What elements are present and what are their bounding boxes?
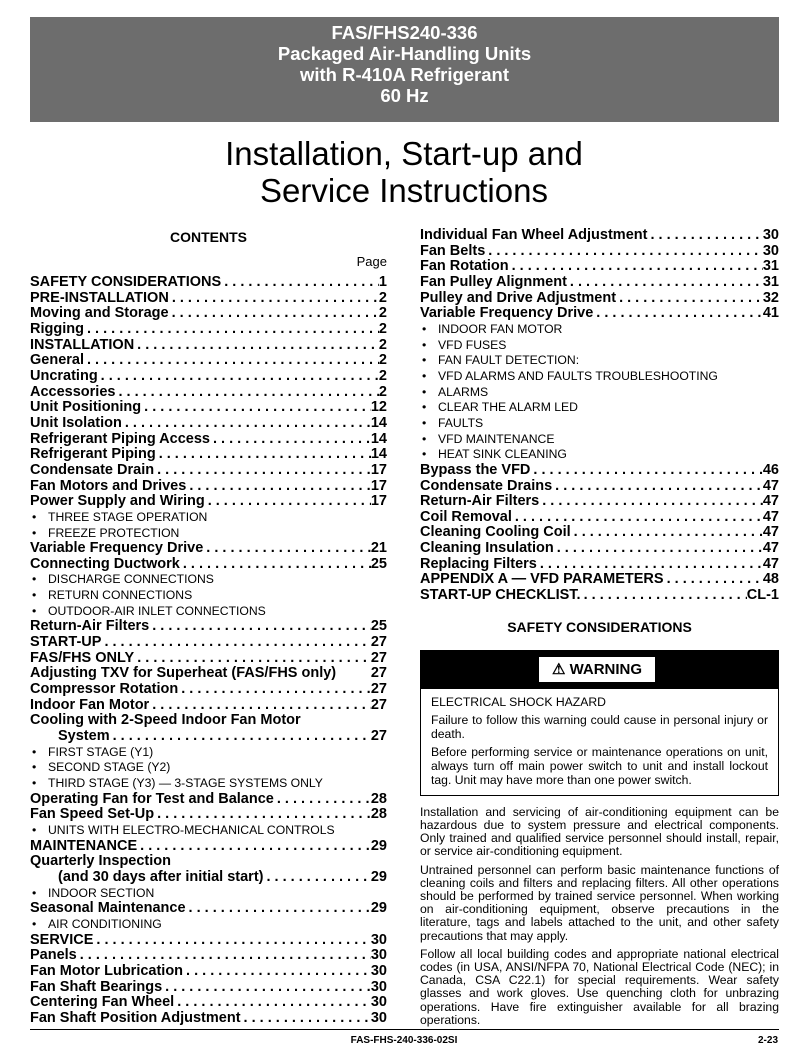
toc-leader: [77, 948, 371, 964]
toc-subitem-label: • UNITS WITH ELECTRO-MECHANICAL CONTROLS: [48, 822, 335, 837]
toc-entry-page: 2: [378, 289, 387, 306]
toc-subitem: [420, 369, 779, 385]
toc-leader: [539, 494, 763, 510]
toc-entry[interactable]: [420, 557, 779, 573]
toc-subitem: [30, 510, 387, 526]
page-title-line-1: Installation, Start-up and: [225, 135, 583, 172]
toc-entry-page: 14: [370, 414, 387, 431]
toc-entry[interactable]: [30, 635, 387, 651]
toc-entry[interactable]: [30, 980, 387, 996]
toc-subitem-label: • VFD ALARMS AND FAULTS TROUBLESHOOTING: [438, 368, 718, 383]
toc-subitem: [30, 776, 387, 792]
toc-leader: [512, 510, 763, 526]
toc-entry-label: Variable Frequency Drive: [420, 305, 594, 322]
toc-subitem-label: • FIRST STAGE (Y1): [48, 744, 154, 759]
toc-entry-label: Refrigerant Piping Access: [30, 430, 210, 447]
toc-entry-label: Accessories: [30, 383, 116, 400]
toc-leader: [616, 291, 763, 307]
toc-entry[interactable]: [30, 995, 387, 1011]
toc-subitem: [420, 447, 779, 463]
toc-entry-label: Return-Air Filters: [30, 618, 150, 635]
toc-entry-page: 41: [762, 305, 779, 322]
toc-subitem-label: • OUTDOOR-AIR INLET CONNECTIONS: [48, 603, 266, 618]
toc-leader: [241, 1011, 371, 1027]
toc-entry-label: Pulley and Drive Adjustment: [420, 289, 617, 306]
toc-entry[interactable]: [420, 479, 779, 495]
toc-entry-label: Condensate Drain: [30, 461, 155, 478]
toc-entry[interactable]: [420, 572, 779, 588]
toc-entry[interactable]: [420, 588, 779, 604]
toc-subitem-label: • ALARMS: [438, 384, 489, 399]
toc-entry-page: 48: [762, 571, 779, 588]
toc-leader: [154, 807, 371, 823]
toc-leader: [141, 400, 371, 416]
toc-leader: [552, 479, 763, 495]
toc-entry-page: CL-1: [746, 587, 779, 604]
toc-entry-page: 2: [378, 320, 387, 337]
toc-leader: [186, 901, 371, 917]
toc-entry-label-2: System: [58, 728, 110, 745]
toc-leader: [156, 447, 371, 463]
toc-entry-page: 28: [370, 806, 387, 823]
toc-leader: [509, 259, 763, 275]
toc-subitem-label: • FREEZE PROTECTION: [48, 525, 180, 540]
toc-entry-label: Quarterly Inspection: [30, 853, 172, 870]
toc-subitem-label: • FAN FAULT DETECTION:: [438, 353, 580, 368]
toc-leader: [169, 306, 379, 322]
toc-leader: [149, 698, 371, 714]
safety-paragraph-1: Installation and servicing of air-conditioning equipment can be hazardous due to system pressure and electrical components. Only trained and qualified service personnel should install, repair, or service air-conditioning equipment.: [420, 804, 779, 859]
toc-entry[interactable]: [30, 557, 387, 573]
toc-entry-page: 29: [370, 837, 387, 854]
toc-subitem-label: • RETURN CONNECTIONS: [48, 588, 193, 603]
toc-subitem-label: • INDOOR FAN MOTOR: [438, 321, 563, 336]
toc-subitem: [30, 823, 387, 839]
toc-entry[interactable]: [420, 259, 779, 275]
toc-subitem: [420, 432, 779, 448]
toc-entry[interactable]: [420, 463, 779, 479]
toc-entry-page: 47: [762, 493, 779, 510]
toc-entry-label: SERVICE: [30, 931, 94, 948]
toc-leader: [134, 338, 379, 354]
toc-entry[interactable]: [30, 447, 387, 463]
toc-leader: [571, 525, 763, 541]
toc-entry[interactable]: [30, 854, 387, 885]
toc-entry-page: 17: [370, 461, 387, 478]
toc-entry-page: 2: [378, 336, 387, 353]
toc-entry[interactable]: [30, 306, 387, 322]
warning-bar: [421, 651, 778, 689]
toc-entry-label: Variable Frequency Drive: [30, 540, 204, 557]
toc-entry-continuation: [30, 729, 387, 745]
toc-leader: [530, 463, 762, 479]
toc-leader: [154, 463, 371, 479]
toc-entry[interactable]: [30, 275, 387, 291]
contents-list-right: [420, 228, 779, 604]
safety-paragraph-2: Untrained personnel can perform basic maintenance functions of cleaning coils and filters and replacing filters. All other operations should be performed by trained service personnel. When working on air-conditioning equipment, observe precautions in the literature, tags and labels attached to the unit, and other safety precautions that may apply.: [420, 862, 779, 943]
toc-entry[interactable]: [30, 792, 387, 808]
toc-entry-page: 30: [370, 978, 387, 995]
toc-entry-page: 2: [378, 383, 387, 400]
toc-leader: [203, 541, 371, 557]
toc-entry[interactable]: [30, 494, 387, 510]
toc-entry-label: Return-Air Filters: [420, 493, 540, 510]
toc-entry-label: Uncrating: [30, 367, 98, 384]
toc-entry-page: 30: [370, 947, 387, 964]
hazard-title: ELECTRICAL SHOCK HAZARD: [431, 694, 606, 709]
toc-subitem: [30, 588, 387, 604]
warning-paragraph-1: Failure to follow this warning could cause in personal injury or death.: [431, 712, 768, 741]
toc-entry-label: Fan Shaft Position Adjustment: [30, 1009, 241, 1026]
toc-entry[interactable]: [30, 291, 387, 307]
toc-leader: [169, 291, 379, 307]
toc-entry[interactable]: [30, 353, 387, 369]
toc-leader: [210, 432, 371, 448]
toc-entry-label: Coil Removal: [420, 508, 512, 525]
toc-entry-page: 2: [378, 305, 387, 322]
toc-entry-page: 27: [370, 665, 387, 682]
toc-entry-page: 47: [762, 540, 779, 557]
toc-entry[interactable]: [30, 541, 387, 557]
page-title-line-2: Service Instructions: [260, 172, 548, 209]
toc-entry-label: Fan Belts: [420, 242, 486, 259]
toc-entry[interactable]: [30, 948, 387, 964]
toc-subitem-label: • SECOND STAGE (Y2): [48, 760, 171, 775]
toc-subitem-label: • AIR CONDITIONING: [48, 916, 162, 931]
toc-entry-label: Adjusting TXV for Superheat (FAS/FHS only): [30, 665, 337, 682]
toc-entry-page: 27: [370, 649, 387, 666]
toc-subitem: [30, 917, 387, 933]
toc-subitem: [420, 400, 779, 416]
contents-list-left: [30, 275, 387, 1027]
toc-entry[interactable]: [30, 416, 387, 432]
toc-entry-page: 14: [370, 430, 387, 447]
toc-entry-label: Fan Rotation: [420, 258, 509, 275]
toc-entry-label: Fan Pulley Alignment: [420, 273, 567, 290]
toc-entry-label: INSTALLATION: [30, 336, 135, 353]
toc-entry[interactable]: [30, 933, 387, 949]
toc-entry-label: Indoor Fan Motor: [30, 696, 150, 713]
toc-entry-label: Cooling with 2-Speed Indoor Fan Motor: [30, 712, 301, 729]
toc-subitem: [420, 353, 779, 369]
toc-leader: [162, 980, 371, 996]
header-line-product: Packaged Air-Handling Units: [277, 43, 532, 64]
toc-subitem: [30, 886, 387, 902]
toc-entry-label: START-UP CHECKLIST.: [420, 587, 581, 604]
toc-entry-label: Unit Isolation: [30, 414, 122, 431]
toc-entry[interactable]: [30, 964, 387, 980]
toc-entry-page: 25: [370, 555, 387, 572]
toc-entry-page: 25: [370, 618, 387, 635]
toc-leader: [137, 839, 371, 855]
toc-leader: [186, 479, 371, 495]
toc-entry-page: 1: [378, 274, 387, 290]
contents-left-column: [30, 228, 387, 1027]
warning-body: [421, 689, 778, 795]
toc-entry-label: Connecting Ductwork: [30, 555, 180, 572]
warning-label: WARNING: [569, 660, 643, 678]
toc-subitem: [30, 604, 387, 620]
warning-paragraph-2: Before performing service or maintenance operations on unit, always turn off main power switch to unit and install lockout tag. Unit may have more than one power switch.: [431, 744, 768, 787]
toc-entry[interactable]: [420, 291, 779, 307]
toc-entry-page: 28: [370, 790, 387, 807]
footer-rule: [30, 1029, 779, 1030]
toc-leader: [221, 275, 379, 291]
toc-leader: [84, 353, 379, 369]
toc-leader: [485, 244, 763, 260]
toc-entry-page: 47: [762, 524, 779, 541]
toc-entry-page: 30: [370, 1009, 387, 1026]
safety-heading: SAFETY CONSIDERATIONS: [507, 618, 692, 635]
toc-subitem: [420, 416, 779, 432]
toc-entry-label: Cleaning Insulation: [420, 540, 554, 557]
toc-leader: [205, 494, 371, 510]
toc-entry[interactable]: [30, 385, 387, 401]
footer-doc-id: FAS-FHS-240-336-02SI: [350, 1035, 458, 1046]
toc-leader: [98, 369, 379, 385]
toc-entry-page: 32: [762, 289, 779, 306]
toc-entry-label: Individual Fan Wheel Adjustment: [420, 227, 648, 243]
toc-subitem-label: • THREE STAGE OPERATION: [48, 509, 208, 524]
toc-entry[interactable]: [30, 463, 387, 479]
toc-entry[interactable]: [30, 338, 387, 354]
toc-leader: [180, 557, 371, 573]
toc-entry-label: Refrigerant Piping: [30, 446, 156, 463]
toc-entry-label-2: (and 30 days after initial start): [58, 868, 264, 885]
toc-entry-label: Seasonal Maintenance: [30, 900, 186, 917]
toc-entry[interactable]: [30, 369, 387, 385]
toc-entry-label: Cleaning Cooling Coil: [420, 524, 571, 541]
toc-leader: [263, 870, 370, 886]
toc-entry[interactable]: [30, 901, 387, 917]
toc-leader: [537, 557, 763, 573]
contents-page-label: Page: [356, 254, 387, 269]
toc-entry-page: 31: [762, 273, 779, 290]
toc-entry[interactable]: [30, 682, 387, 698]
toc-leader: [134, 651, 371, 667]
toc-subitem: [420, 338, 779, 354]
toc-entry-page: 2: [378, 352, 387, 369]
toc-leader: [274, 792, 371, 808]
toc-leader: [647, 228, 762, 244]
toc-entry-page: 27: [370, 681, 387, 698]
toc-subitem: [30, 526, 387, 542]
header-line-refrigerant: with R-410A Refrigerant: [299, 64, 510, 85]
toc-entry-page: 47: [762, 477, 779, 494]
toc-entry-label: SAFETY CONSIDERATIONS: [30, 274, 222, 290]
toc-entry[interactable]: [420, 275, 779, 291]
toc-entry-label: FAS/FHS ONLY: [30, 649, 135, 666]
contents-right-column: [420, 228, 779, 1032]
toc-entry[interactable]: [30, 322, 387, 338]
toc-entry[interactable]: [30, 619, 387, 635]
header-line-model: FAS/FHS240-336: [331, 22, 478, 43]
toc-entry-page: 27: [370, 728, 387, 745]
toc-entry-label: MAINTENANCE: [30, 837, 138, 854]
toc-entry[interactable]: [30, 400, 387, 416]
toc-entry[interactable]: [420, 510, 779, 526]
toc-entry-label: Fan Motors and Drives: [30, 477, 187, 494]
toc-leader: [122, 416, 371, 432]
toc-entry-page: 46: [762, 461, 779, 478]
toc-entry[interactable]: [30, 807, 387, 823]
toc-entry[interactable]: [30, 479, 387, 495]
toc-entry[interactable]: [420, 244, 779, 260]
toc-subitem: [420, 385, 779, 401]
toc-leader: [93, 933, 370, 949]
toc-leader: [183, 964, 371, 980]
toc-entry-page: 30: [762, 242, 779, 259]
toc-entry-continuation: [30, 870, 387, 886]
toc-entry[interactable]: [30, 698, 387, 714]
toc-leader: [593, 306, 763, 322]
header-line-frequency: 60 Hz: [380, 85, 429, 106]
toc-leader: [101, 635, 370, 651]
toc-entry-page: 29: [370, 900, 387, 917]
header-banner: [30, 17, 779, 122]
toc-entry-page: 27: [370, 634, 387, 651]
toc-entry-page: 27: [370, 696, 387, 713]
toc-subitem-label: • HEAT SINK CLEANING: [438, 447, 567, 462]
toc-leader: [84, 322, 379, 338]
toc-entry[interactable]: [30, 839, 387, 855]
toc-entry-page: 29: [370, 868, 387, 885]
toc-leader: [174, 995, 371, 1011]
toc-entry-page: 17: [370, 477, 387, 494]
toc-leader: [554, 541, 763, 557]
toc-entry[interactable]: [30, 432, 387, 448]
toc-subitem-label: • VFD FUSES: [438, 337, 507, 352]
toc-entry-label: Power Supply and Wiring: [30, 493, 205, 510]
toc-entry-label: Fan Shaft Bearings: [30, 978, 163, 995]
toc-entry-page: 30: [370, 962, 387, 979]
toc-entry[interactable]: [420, 306, 779, 322]
toc-entry-label: Compressor Rotation: [30, 681, 179, 698]
toc-leader: [149, 619, 371, 635]
toc-subitem: [30, 745, 387, 761]
toc-entry-label: Unit Positioning: [30, 399, 142, 416]
toc-entry-page: 30: [370, 931, 387, 948]
toc-entry[interactable]: [420, 541, 779, 557]
toc-entry-label: Moving and Storage: [30, 305, 169, 322]
toc-subitem-label: • FAULTS: [438, 415, 484, 430]
toc-entry-page: 31: [762, 258, 779, 275]
toc-entry-page: 47: [762, 508, 779, 525]
page-title: [0, 135, 808, 209]
toc-entry-page: 30: [762, 227, 779, 243]
contents-heading: CONTENTS: [170, 229, 247, 245]
toc-leader: [567, 275, 763, 291]
toc-leader: [581, 588, 747, 604]
toc-entry-label: Panels: [30, 947, 77, 964]
toc-entry[interactable]: [30, 713, 387, 744]
toc-entry-page: 30: [370, 994, 387, 1011]
toc-entry[interactable]: [30, 666, 387, 682]
toc-subitem-label: • DISCHARGE CONNECTIONS: [48, 572, 214, 587]
toc-entry-label: Centering Fan Wheel: [30, 994, 175, 1011]
toc-entry-page: 21: [370, 540, 387, 557]
warning-triangle-icon: ⚠: [551, 660, 566, 678]
toc-leader: [664, 572, 763, 588]
warning-badge: [539, 657, 655, 682]
toc-entry[interactable]: [30, 1011, 387, 1027]
warning-box: [420, 650, 779, 796]
safety-body: [420, 806, 779, 1027]
toc-leader: [115, 385, 378, 401]
toc-entry[interactable]: [420, 494, 779, 510]
toc-subitem-label: • INDOOR SECTION: [48, 885, 155, 900]
toc-entry-page: 17: [370, 493, 387, 510]
toc-entry-label: Fan Speed Set-Up: [30, 806, 155, 823]
toc-entry[interactable]: [30, 651, 387, 667]
toc-subitem: [30, 572, 387, 588]
toc-entry-label: Rigging: [30, 320, 84, 337]
toc-entry-label: PRE-INSTALLATION: [30, 289, 169, 306]
toc-entry[interactable]: [420, 228, 779, 244]
toc-entry-label: Replacing Filters: [420, 555, 537, 572]
footer-date: 2-23: [757, 1035, 778, 1046]
toc-entry-label: General: [30, 352, 84, 369]
toc-entry-label: START-UP: [30, 634, 102, 651]
toc-entry-label: APPENDIX A — VFD PARAMETERS: [420, 571, 664, 588]
toc-subitem-label: • CLEAR THE ALARM LED: [438, 400, 578, 415]
toc-entry[interactable]: [420, 525, 779, 541]
toc-entry-page: 14: [370, 446, 387, 463]
toc-entry-page: 2: [378, 367, 387, 384]
toc-subitem-label: • VFD MAINTENANCE: [438, 431, 555, 446]
toc-subitem: [420, 322, 779, 338]
toc-entry-label: Condensate Drains: [420, 477, 553, 494]
toc-leader: [178, 682, 371, 698]
toc-entry-label: Fan Motor Lubrication: [30, 962, 184, 979]
safety-paragraph-3: Follow all local building codes and appropriate national electrical codes (in USA, ANSI/NFPA 70, National Electrical Code (NEC); in Canada, CSA C22.1) for special requirements. Wear safety glasses and work gloves. Use quenching cloth for unbrazing operations. Have fire extinguisher available for all brazing operations.: [420, 946, 779, 1027]
toc-entry-label: Operating Fan for Test and Balance: [30, 790, 274, 807]
toc-leader: [110, 729, 371, 745]
toc-entry-page: 12: [370, 399, 387, 416]
toc-subitem: [30, 760, 387, 776]
toc-subitem-label: • THIRD STAGE (Y3) — 3-STAGE SYSTEMS ONLY: [48, 776, 323, 790]
toc-entry-label: Bypass the VFD: [420, 461, 531, 478]
toc-entry-page: 47: [762, 555, 779, 572]
